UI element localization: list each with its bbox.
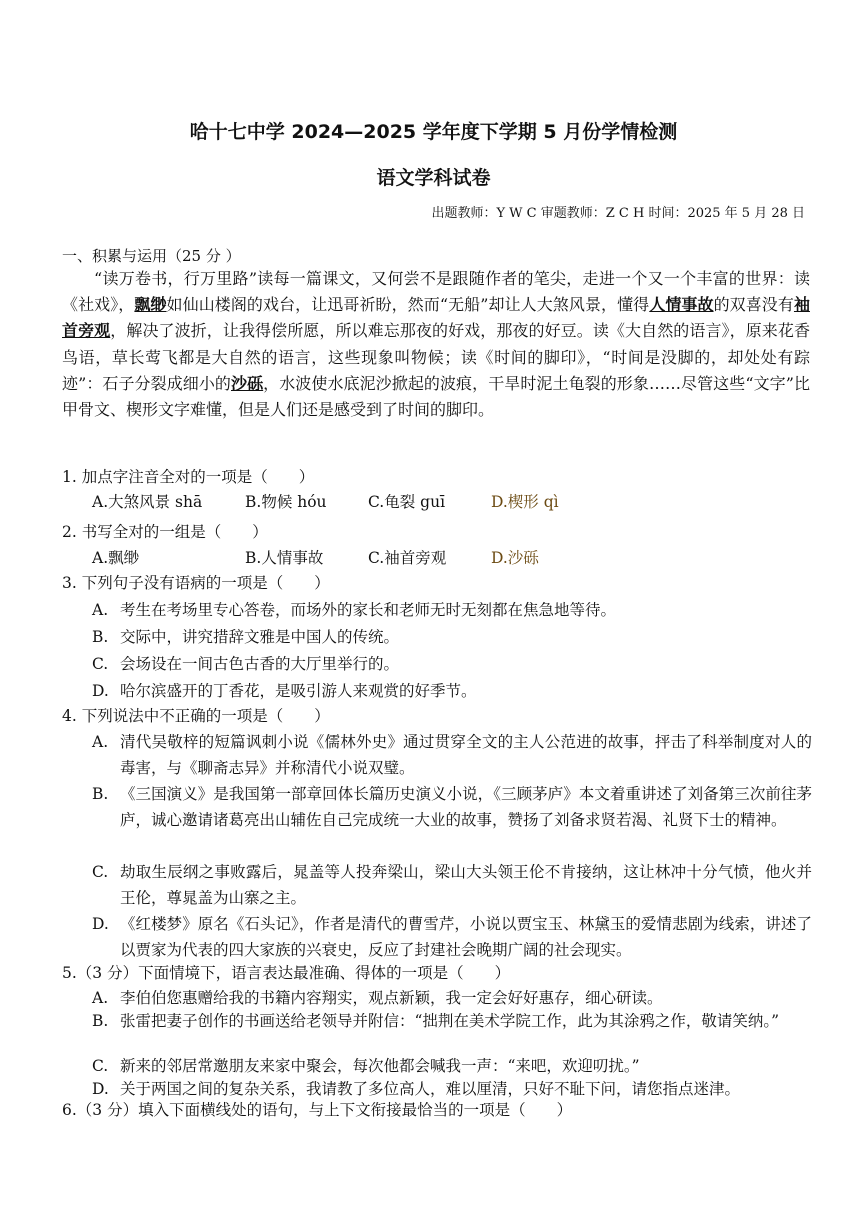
- question-5-stem: 5.（3 分）下面情境下，语言表达最准确、得体的一项是（ ）: [62, 964, 511, 982]
- option-letter: D.: [92, 915, 109, 933]
- question-4-option-a: [92, 729, 812, 781]
- passage-keyword: 沙砾: [231, 373, 264, 393]
- option-text: 《三国演义》是我国第一部章回体长篇历史演义小说，《三顾茅庐》本文着重讲述了刘备第三次前往茅庐，诚心邀请诸葛亮出山辅佐自己完成统一大业的故事，赞扬了刘备求贤若渴、礼贤下士的精神。: [120, 785, 812, 829]
- option-letter: D.: [92, 1080, 109, 1098]
- option-text: 《红楼梦》原名《石头记》，作者是清代的曹雪芹，小说以贾宝玉、林黛玉的爱情悲剧为线索，讲述了以贾家为代表的四大家族的兴衰史，反应了封建社会晚期广阔的社会现实。: [120, 915, 812, 959]
- question-6-stem: 6.（3 分）填入下面横线处的语句，与上下文衔接最恰当的一项是（ ）: [62, 1101, 573, 1119]
- question-4-option-c: [92, 859, 812, 911]
- passage-text: 的双喜没有: [713, 295, 794, 315]
- passage-text: “读万卷书，行万里路”读每一篇课文，又何尝不是跟随作者的笔尖，走进一个又一个丰富的世界：读《社戏》，: [62, 269, 810, 315]
- option-b: B.物候 hóu: [245, 493, 327, 511]
- option-letter: B.: [92, 785, 109, 803]
- option-b: B.人情事故: [245, 549, 324, 567]
- passage-text: ，水波使水底泥沙掀起的波痕，干旱时泥土龟裂的形象……尽管这些“文字”比甲骨文、楔形文字难懂，但是人们还是感受到了时间的脚印。: [62, 373, 810, 420]
- option-letter: D.: [92, 682, 109, 700]
- section-heading: 一、积累与运用（25 分 ）: [62, 247, 241, 265]
- option-text: 交际中，讲究措辞文雅是中国人的传统。: [120, 628, 400, 646]
- option-text: 李伯伯您惠赠给我的书籍内容翔实，观点新颖，我一定会好好惠存，细心研读。: [120, 989, 663, 1007]
- question-3-option-a: [92, 597, 812, 623]
- option-text: 哈尔滨盛开的丁香花，是吸引游人来观赏的好季节。: [120, 682, 477, 700]
- passage-keyword: 飘缈: [134, 295, 167, 315]
- question-4-stem: 4. 下列说法中不正确的一项是（ ）: [62, 707, 330, 725]
- question-4-option-d: [92, 911, 812, 963]
- reading-passage: [62, 266, 810, 423]
- passage-text: 如仙山楼阁的戏台，让迅哥祈盼，然而“无船”却让人大煞风景，懂得: [166, 295, 650, 315]
- passage-keyword: 袖首旁观: [62, 295, 810, 341]
- option-letter: B.: [92, 628, 109, 646]
- option-text: 会场设在一间古色古香的大厅里举行的。: [120, 655, 400, 673]
- question-3-option-c: [92, 651, 812, 677]
- question-1-options: [92, 490, 792, 514]
- option-letter: C.: [92, 655, 109, 673]
- exam-subtitle: 语文学科试卷: [376, 167, 491, 189]
- option-text: 张雷把妻子创作的书画送给老领导并附信：“拙荆在美术学院工作，此为其涂鸦之作，敬请笑纳。”: [120, 1012, 780, 1030]
- question-1-stem: 1. 加点字注音全对的一项是（ ）: [62, 468, 315, 486]
- option-d: D.楔形 qì: [491, 493, 559, 511]
- option-c: C.袖首旁观: [368, 549, 447, 567]
- option-text: 关于两国之间的复杂关系，我请教了多位高人，难以厘清，只好不耻下问，请您指点迷津。: [120, 1080, 741, 1098]
- question-2-options: [92, 546, 792, 570]
- question-3-option-d: [92, 678, 812, 704]
- question-2-stem: 2. 书写全对的一组是（ ）: [62, 523, 268, 541]
- option-a: A.飘缈: [92, 549, 140, 567]
- option-letter: A.: [92, 733, 109, 751]
- option-d: D.沙砾: [491, 549, 539, 567]
- passage-keyword: 人情事故: [649, 295, 714, 315]
- question-5-option-b: [92, 1008, 812, 1034]
- option-a: A.大煞风景 shā: [92, 493, 203, 511]
- exam-title: 哈十七中学 2024—2025 学年度下学期 5 月份学情检测: [189, 121, 678, 143]
- option-text: 新来的邻居常邀朋友来家中聚会，每次他都会喊我一声：“来吧，欢迎叨扰。”: [120, 1057, 640, 1075]
- option-letter: C.: [92, 863, 109, 881]
- option-letter: C.: [92, 1057, 109, 1075]
- option-text: 考生在考场里专心答卷，而场外的家长和老师无时无刻都在焦急地等待。: [120, 601, 617, 619]
- question-3-option-b: [92, 624, 812, 650]
- option-text: 清代吴敬梓的短篇讽刺小说《儒林外史》通过贯穿全文的主人公范进的故事，抨击了科举制度对人的毒害，与《聊斋志异》并称清代小说双璧。: [120, 733, 812, 777]
- option-letter: B.: [92, 1012, 109, 1030]
- option-letter: A.: [92, 989, 109, 1007]
- option-c: C.龟裂 guī: [368, 493, 446, 511]
- option-letter: A.: [92, 601, 109, 619]
- passage-text: ，解决了波折，让我得偿所愿，所以难忘那夜的好戏，那夜的好豆。读《大自然的语言》，原来花香鸟语，草长莺飞都是大自然的语言，这些现象叫物候；读《时间的脚印》，“时间是没脚的，却处处有踪迹”：石子分裂成细小的: [62, 321, 810, 393]
- question-4-option-b: [92, 781, 812, 833]
- exam-meta: 出题教师：Y W C 审题教师：Z C H 时间：2025 年 5 月 28 日: [431, 206, 805, 221]
- question-3-stem: 3. 下列句子没有语病的一项是（ ）: [62, 574, 330, 592]
- option-text: 劫取生辰纲之事败露后，晁盖等人投奔梁山，梁山大头领王伦不肯接纳，这让林冲十分气愤，他火并王伦，尊晁盖为山寨之主。: [120, 863, 812, 907]
